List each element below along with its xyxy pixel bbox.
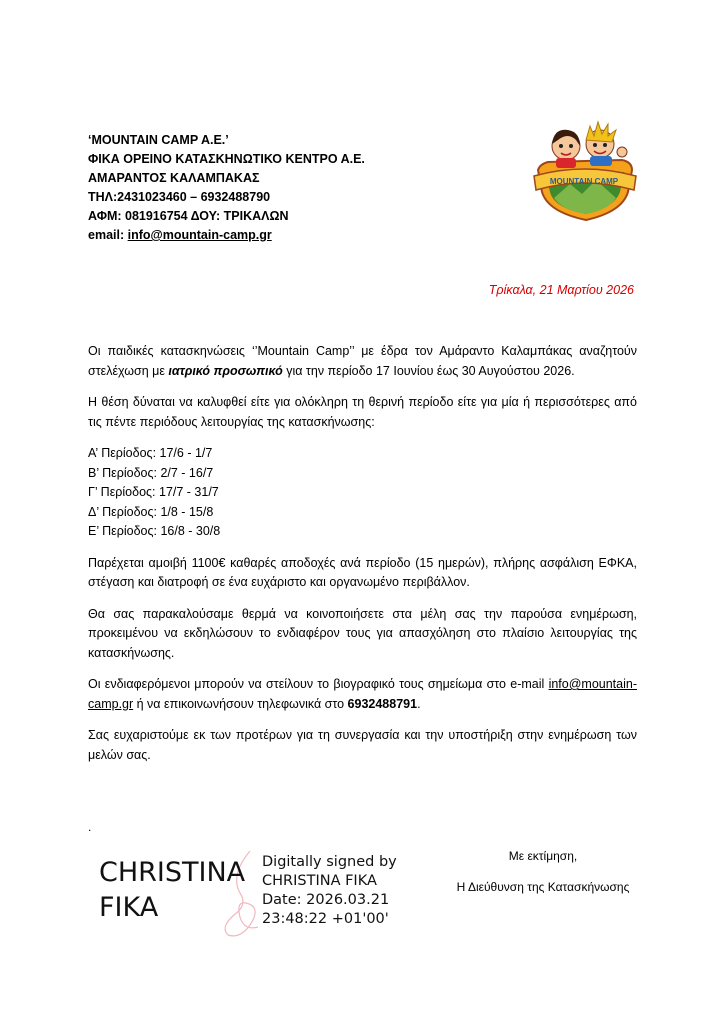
stray-dot: . xyxy=(88,820,92,834)
paragraph-compensation: Παρέχεται αμοιβή 1100€ καθαρές αποδοχές ανά περίοδο (15 ημερών), πλήρης ασφάλιση ΕΦΚΑ, στέγαση και διατροφή σε ένα ευχάριστο και οργανωμένο περιβάλλον. xyxy=(88,555,637,589)
intro-text-a: Οι παιδικές κατασκηνώσεις ‘’Mountain Camp’’ με έδρα τον Αμάραντο Καλαμπάκας αναζητούν στελέχωση με xyxy=(88,344,637,378)
signature-info-line: CHRISTINA FIKA xyxy=(262,873,377,889)
signature-name xyxy=(99,855,245,925)
center-name: ΦΙΚΑ ΟΡΕΙΝΟ ΚΑΤΑΣΚΗΝΩΤΙΚΟ ΚΕΝΤΡΟ Α.Ε. xyxy=(88,152,365,166)
intro-emphasis: ιατρικό προσωπικό xyxy=(168,363,283,378)
paragraph-contact xyxy=(88,675,637,714)
tax-info: ΑΦΜ: 081916754 ΔΟΥ: ΤΡΙΚΑΛΩΝ xyxy=(88,209,289,223)
email-link[interactable]: info@mountain-camp.gr xyxy=(127,228,272,242)
paragraph-intro xyxy=(88,342,637,381)
letterhead xyxy=(88,131,508,245)
period-item: Ε’ Περίοδος: 16/8 - 30/8 xyxy=(88,524,221,538)
mountain-camp-logo xyxy=(530,118,638,222)
email-label: email: xyxy=(88,228,128,242)
closing-signatory: Η Διεύθυνση της Κατασκήνωσης xyxy=(456,880,630,894)
contact-text-b: ή να επικοινωνήσουν τηλεφωνικά στο xyxy=(133,696,348,711)
letter-date: Τρίκαλα, 21 Μαρτίου 2026 xyxy=(488,283,634,297)
paragraph-periods-intro: Η θέση δύναται να καλυφθεί είτε για ολόκληρη τη θερινή περίοδο είτε για μία ή περισσότερες από τις πέντε περιόδους λειτουργίας της κατασκήνωσης: xyxy=(88,395,637,429)
period-item: Α’ Περίοδος: 17/6 - 1/7 xyxy=(88,446,213,460)
period-item: Β’ Περίοδος: 2/7 - 16/7 xyxy=(88,465,214,480)
closing-salutation: Με εκτίμηση, xyxy=(508,849,578,863)
signature-last-name: FIKA xyxy=(99,892,159,923)
closing-block xyxy=(448,848,638,896)
logo-text: MOUNTAIN CAMP xyxy=(549,177,619,186)
location: ΑΜΑΡΑΝΤΟΣ ΚΑΛΑΜΠΑΚΑΣ xyxy=(88,171,260,185)
period-item: Γ’ Περίοδος: 17/7 - 31/7 xyxy=(88,485,219,499)
signature-first-name: CHRISTINA xyxy=(99,857,246,888)
contact-text-c: . xyxy=(417,696,421,711)
contact-email-link[interactable]: info@mountain-camp.gr xyxy=(88,677,637,711)
signature-info-line: Digitally signed by xyxy=(262,854,397,870)
company-name: ‘MOUNTAIN CAMP A.E.’ xyxy=(88,133,229,147)
contact-text-a: Οι ενδιαφερόμενοι μπορούν να στείλουν το βιογραφικό τους σημείωμα στο e-mail xyxy=(88,677,549,691)
email-line xyxy=(88,226,508,245)
paragraph-thanks: Σας ευχαριστούμε εκ των προτέρων για τη συνεργασία και την υποστήριξη στην ενημέρωση των μελών σας. xyxy=(88,728,637,762)
signature-info-line: Date: 2026.03.21 xyxy=(262,892,390,908)
period-item: Δ’ Περίοδος: 1/8 - 15/8 xyxy=(88,504,214,519)
paragraph-request: Θα σας παρακαλούσαμε θερμά να κοινοποιήσετε στα μέλη σας την παρούσα ενημέρωση, προκειμένου να εκδηλώσουν το ενδιαφέρον τους για απασχόληση στο πλαίσιο λειτουργίας της κατασκήνωσης. xyxy=(88,606,637,660)
signature-info-line: 23:48:22 +01'00' xyxy=(262,911,389,927)
digital-signature-info xyxy=(262,853,397,929)
phones: ΤΗΛ:2431023460 – 6932488790 xyxy=(88,190,271,204)
periods-list xyxy=(88,444,637,542)
intro-text-b: για την περίοδο 17 Ιουνίου έως 30 Αυγούστου 2026. xyxy=(282,363,575,378)
letter-body xyxy=(88,342,637,777)
contact-phone: 6932488791 xyxy=(347,696,418,711)
